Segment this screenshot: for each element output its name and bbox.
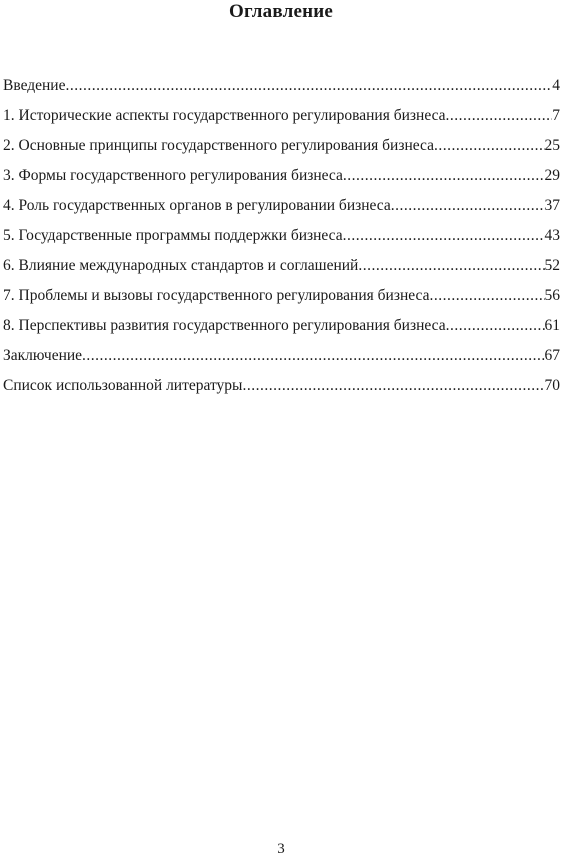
toc-entry xyxy=(3,281,560,311)
toc-entry-title: 4. Роль государственных органов в регулировании бизнеса xyxy=(3,197,391,214)
toc-entry-page: 52 xyxy=(544,257,560,274)
toc-entry-title: 7. Проблемы и вызовы государственного регулирования бизнеса xyxy=(3,287,430,304)
table-of-contents xyxy=(3,71,560,401)
toc-entry xyxy=(3,191,560,221)
toc-leader-dots xyxy=(82,341,544,371)
toc-entry-title: Введение xyxy=(3,77,66,94)
toc-entry xyxy=(3,71,560,101)
toc-leader-dots xyxy=(391,191,545,221)
toc-entry-title: Заключение xyxy=(3,347,83,364)
toc-leader-dots xyxy=(446,101,553,131)
toc-entry xyxy=(3,221,560,251)
toc-entry-page: 4 xyxy=(552,77,560,94)
toc-entry-page: 67 xyxy=(544,347,560,364)
toc-entry xyxy=(3,341,560,371)
toc-entry-title: 3. Формы государственного регулирования бизнеса xyxy=(3,167,343,184)
toc-entry xyxy=(3,101,560,131)
toc-entry-title: 5. Государственные программы поддержки бизнеса xyxy=(3,227,343,244)
toc-leader-dots xyxy=(343,221,545,251)
toc-entry-title: 2. Основные принципы государственного регулирования бизнеса xyxy=(3,137,434,154)
page-title: Оглавление xyxy=(228,1,334,22)
toc-leader-dots xyxy=(434,131,545,161)
toc-entry-page: 7 xyxy=(552,107,560,124)
toc-entry-title: 6. Влияние международных стандартов и соглашений xyxy=(3,257,359,274)
toc-entry-title: 1. Исторические аспекты государственного регулирования бизнеса xyxy=(3,107,446,124)
toc-entry-page: 61 xyxy=(544,317,560,334)
toc-entry-page: 43 xyxy=(544,227,560,244)
toc-leader-dots xyxy=(343,161,545,191)
page-number: 3 xyxy=(277,841,285,857)
toc-leader-dots xyxy=(242,371,544,401)
toc-entry xyxy=(3,131,560,161)
toc-leader-dots xyxy=(65,71,552,101)
toc-entry-title: 8. Перспективы развития государственного регулирования бизнеса xyxy=(3,317,446,334)
toc-entry xyxy=(3,161,560,191)
toc-leader-dots xyxy=(429,281,544,311)
toc-leader-dots xyxy=(358,251,544,281)
toc-entry xyxy=(3,311,560,341)
toc-entry-page: 37 xyxy=(544,197,560,214)
toc-entry-page: 29 xyxy=(544,167,560,184)
toc-entry xyxy=(3,251,560,281)
toc-entry xyxy=(3,371,560,401)
toc-entry-page: 25 xyxy=(544,137,560,154)
toc-entry-page: 70 xyxy=(544,377,560,394)
toc-entry-page: 56 xyxy=(544,287,560,304)
toc-leader-dots xyxy=(446,311,545,341)
toc-entry-title: Список использованной литературы xyxy=(3,377,243,394)
